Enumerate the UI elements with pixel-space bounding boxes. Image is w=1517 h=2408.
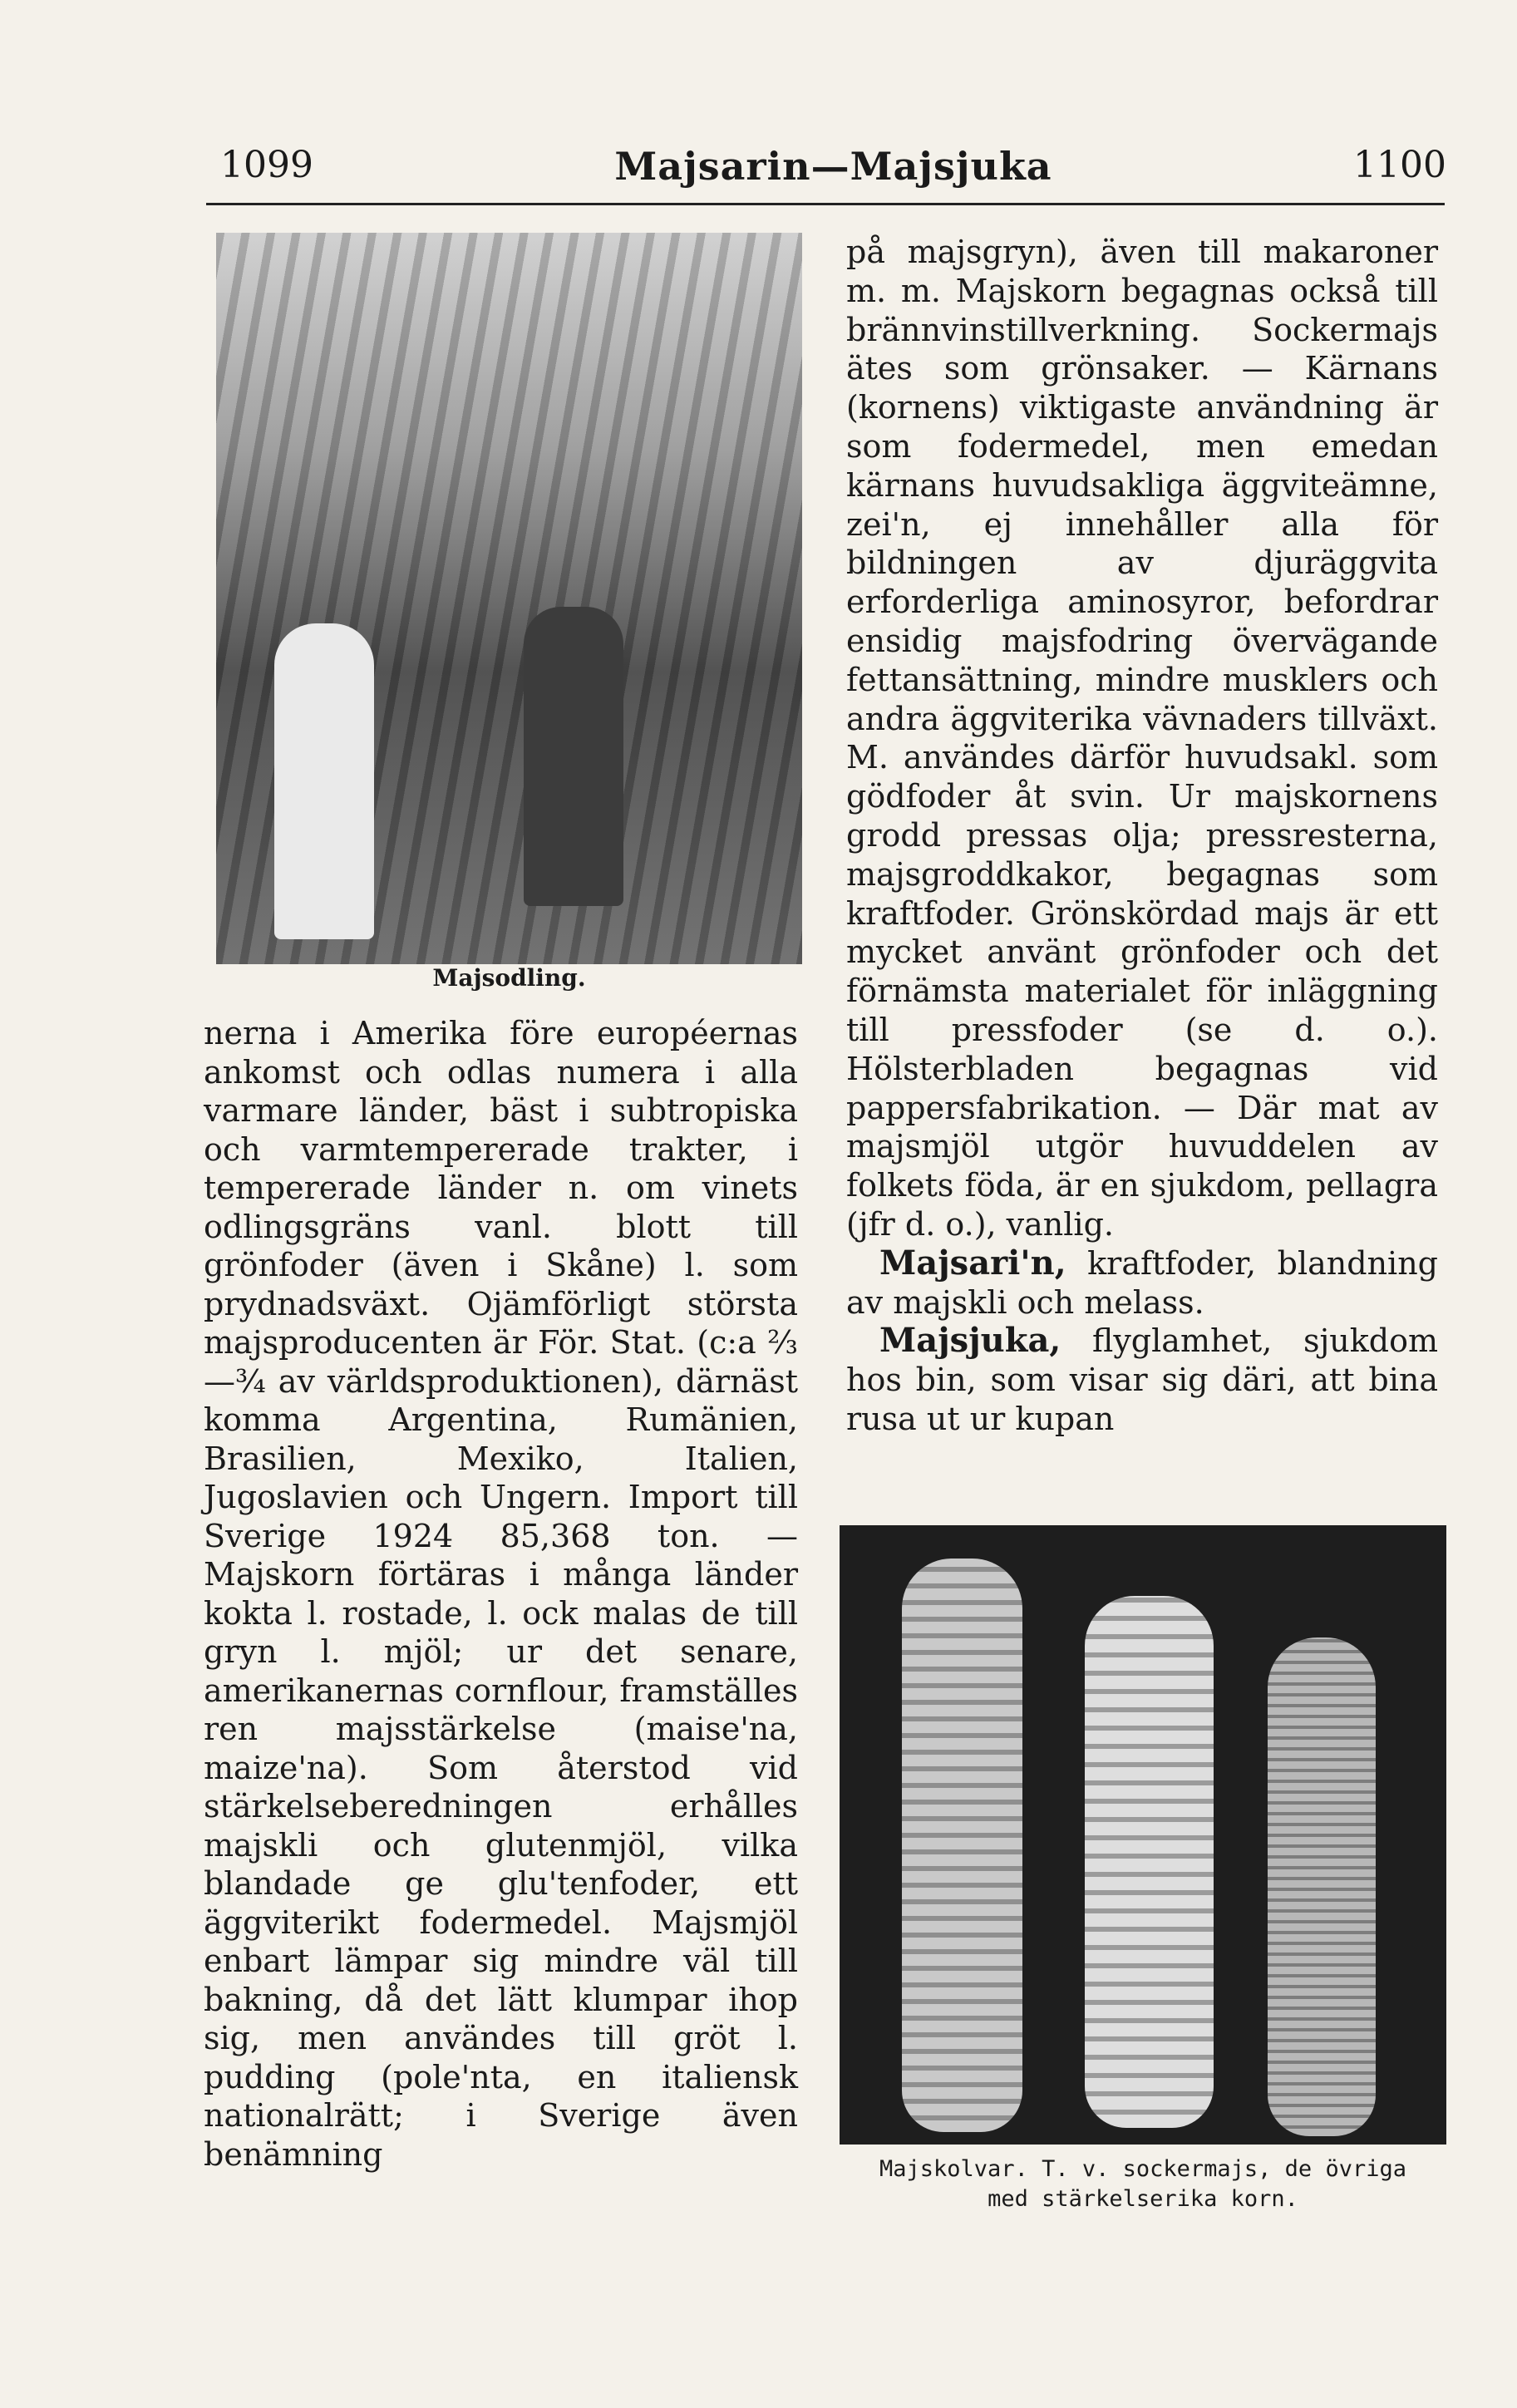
photo-corn-cobs bbox=[840, 1525, 1446, 2145]
page-number-right: 1100 bbox=[1353, 144, 1446, 186]
corn-cob-left bbox=[902, 1559, 1022, 2132]
page-number-left: 1099 bbox=[220, 144, 313, 186]
caption-line: Majskolvar. T. v. sockermajs, de övriga bbox=[879, 2156, 1406, 2182]
entry-term: Majsari'n, bbox=[879, 1243, 1066, 1283]
page-header bbox=[220, 137, 1446, 195]
photo-corn-field bbox=[216, 233, 802, 964]
entry-term: Majsjuka, bbox=[879, 1321, 1061, 1361]
entry-definition: flyglamhet, sjukdom hos bin, som visar sig däri, att bina rusa ut ur kupan bbox=[846, 1322, 1438, 1437]
header-rule bbox=[206, 203, 1445, 205]
running-title: Majsarin—Majsjuka bbox=[614, 144, 1052, 189]
text-column-right bbox=[846, 233, 1438, 1439]
corn-cob-right bbox=[1268, 1637, 1376, 2136]
right-column-paragraph: på majsgryn), även till makaroner m. m. Majskorn begagnas också till brännvinstillverkning. Sockermajs ätes som grönsaker. — Kärnans (kornens) viktigaste användning är som fodermedel, men emedan kärnans huvudsakliga äggviteämne, zei'n, ej innehåller alla för bildningen av djuräggvita erforderliga aminosyror, befordrar ensidig majsfodring övervägande fettansättning, mindre musklers och andra äggviterika vävnaders tillväxt. M. användes därför huvudsakl. som gödfoder åt svin. Ur majskornens grodd pressas olja; pressresterna, majsgroddkakor, begagnas som kraftfoder. Grönskördad majs är ett mycket använt grönfoder och det förnämsta materialet för inläggning till pressfoder (se d. o.). Hölsterbladen begagnas vid pappersfabrikation. — Där mat av majsmjöl utgör huvuddelen av folkets föda, är en sjukdom, pellagra (jfr d. o.), vanlig. bbox=[846, 234, 1438, 1243]
left-column-paragraph: nerna i Amerika före européernas ankomst och odlas numera i alla varmare länder, bäst i subtropiska och varmtempererade trakter, i tempererade länder n. om vinets odlingsgräns vanl. blott till grönfoder (även i Skåne) l. som prydnadsväxt. Ojämförligt största majsproducenten är För. Stat. (c:a ⅔—¾ av världsproduktionen), därnäst komma Argentina, Rumänien, Brasilien, Mexiko, Italien, Jugoslavien och Ungern. Import till Sverige 1924 85,368 ton. — Majskorn förtäras i många länder kokta l. rostade, l. ock malas de till gryn l. mjöl; ur det senare, amerikanernas cornflour, framställes ren majsstärkelse (maise'na, maize'na). Som återstod vid stärkelseberedningen erhålles majskli och glutenmjöl, vilka blandade ge glu'tenfoder, ett äggviterikt fodermedel. Majsmjöl enbart lämpar sig mindre väl till bakning, då det lätt klumpar ihop sig, men användes till gröt l. pudding (pole'nta, en italiensk nationalrätt; i Sverige även benämning bbox=[204, 1015, 798, 2173]
woman-figure bbox=[274, 623, 374, 939]
caption-line: med stärkelserika korn. bbox=[988, 2186, 1298, 2212]
entry-definition: kraftfoder, blandning av majskli och melass. bbox=[846, 1244, 1438, 1321]
entry-majsjuka bbox=[846, 1322, 1438, 1438]
entry-majsarin bbox=[846, 1244, 1438, 1322]
corn-cob-middle bbox=[1085, 1596, 1214, 2128]
figure-caption-bottom bbox=[835, 2154, 1451, 2214]
man-figure bbox=[524, 607, 623, 906]
text-column-left bbox=[204, 1014, 798, 2174]
figure-caption-top: Majsodling. bbox=[432, 964, 586, 992]
